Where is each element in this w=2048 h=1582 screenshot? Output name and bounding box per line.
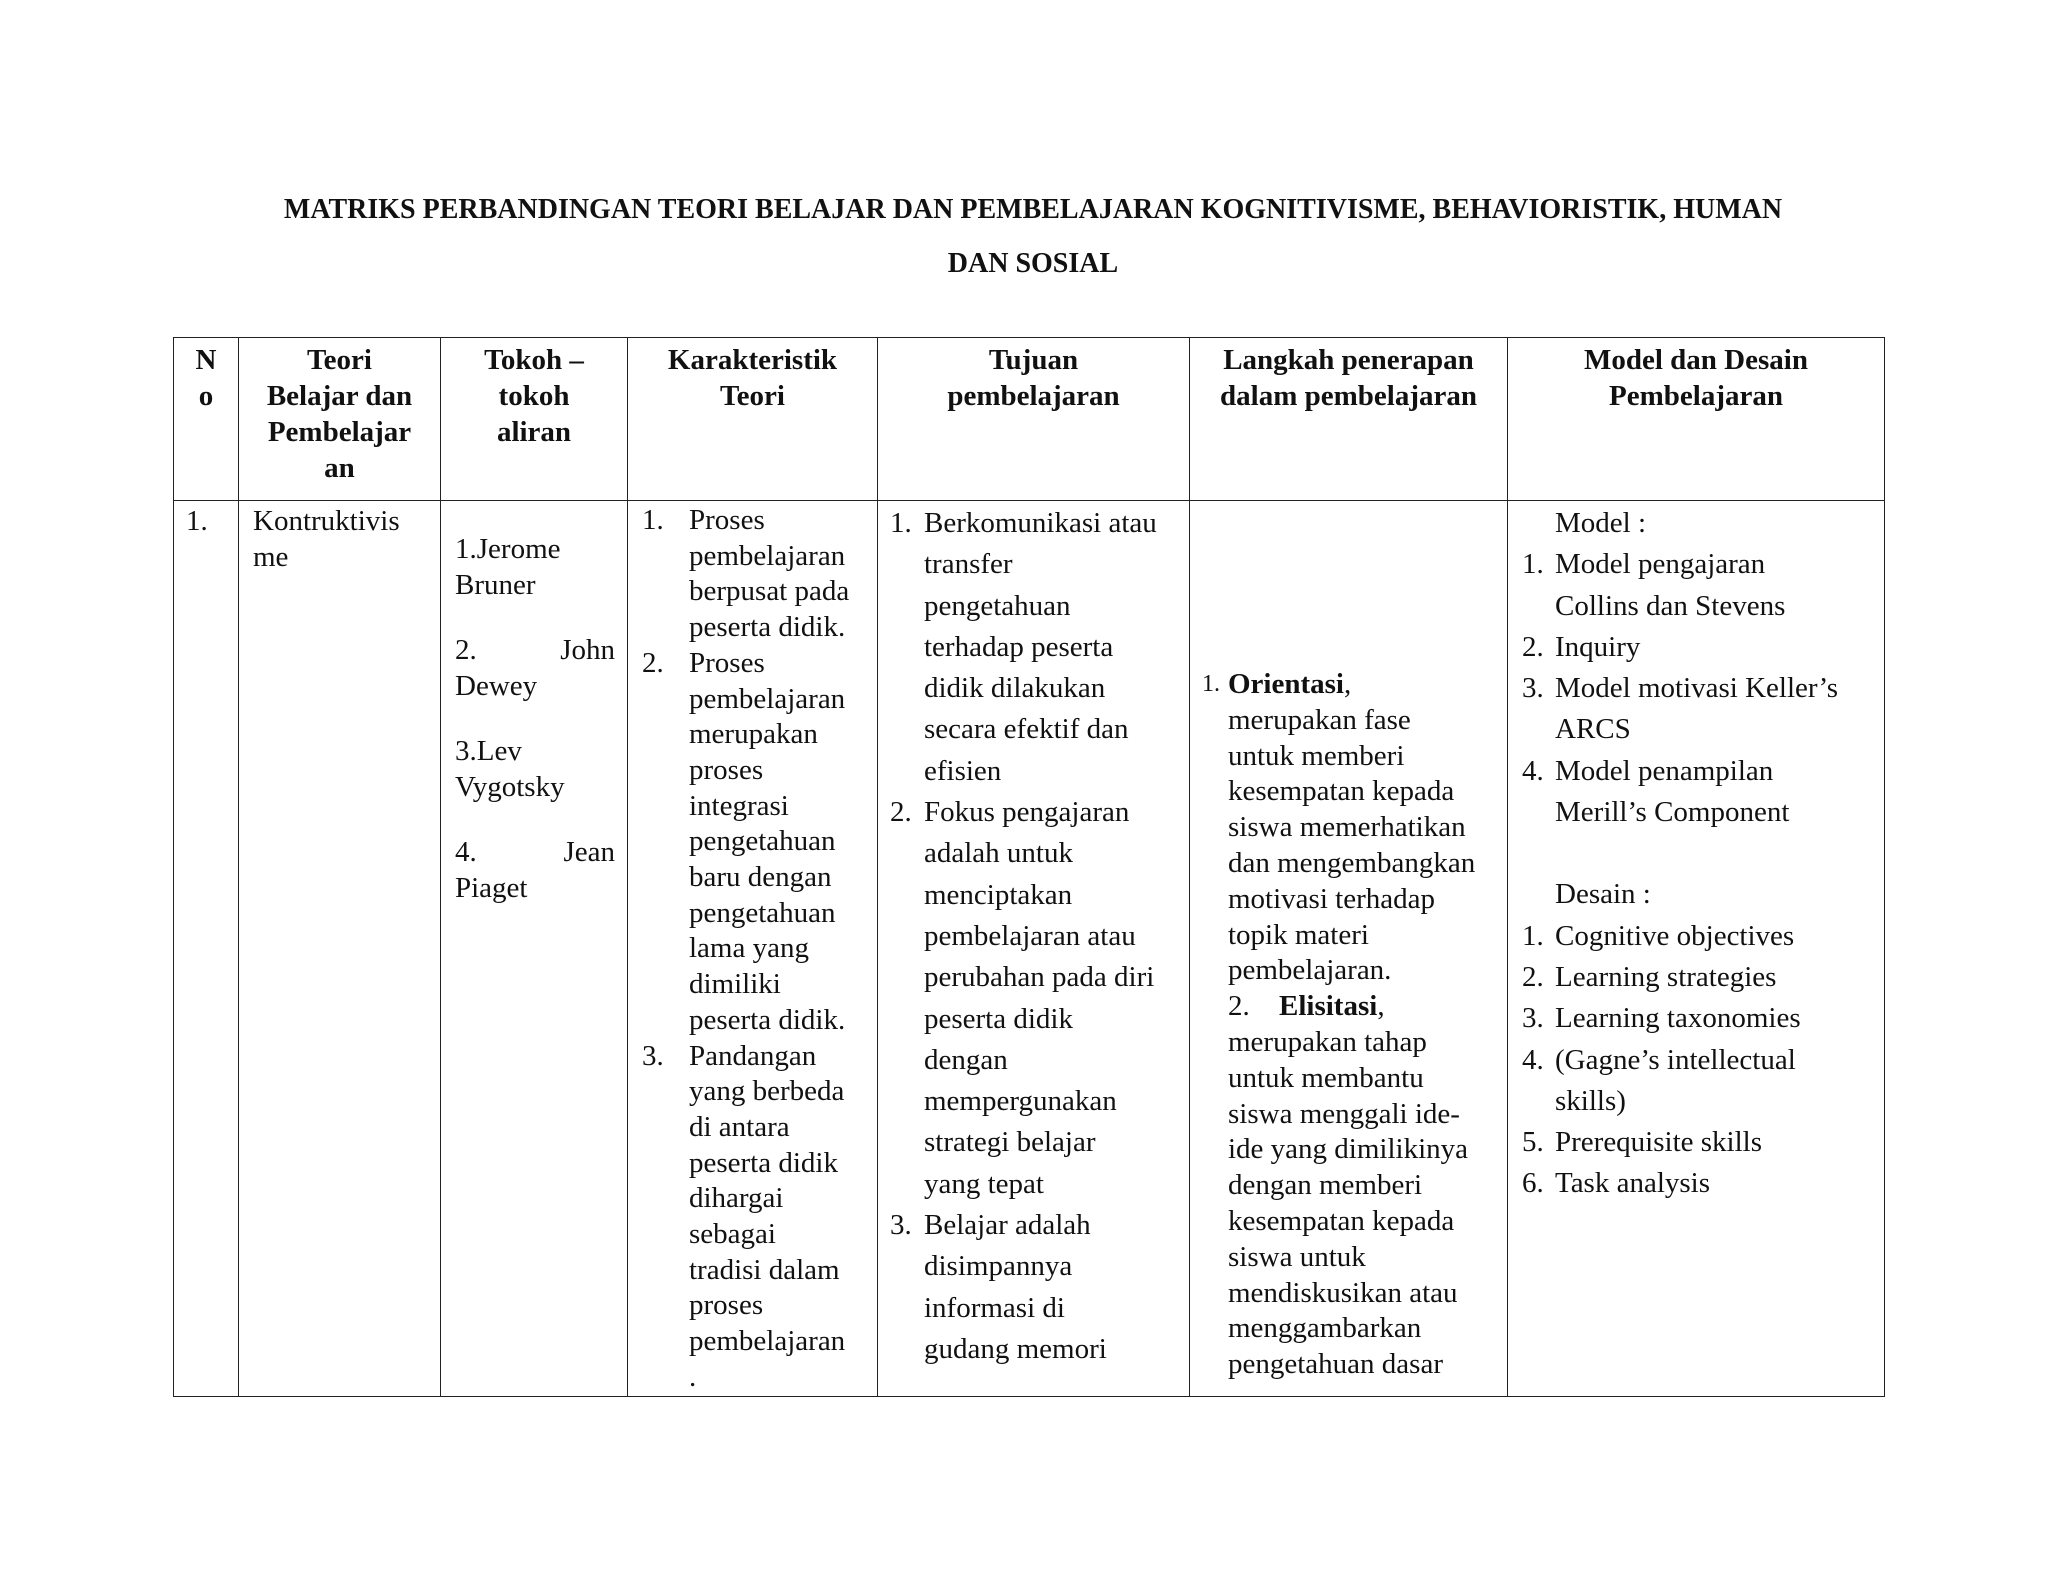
text-line: peserta didik — [924, 1002, 1073, 1035]
list-number: 3. — [890, 1209, 912, 1242]
text-line: tradisi dalam — [689, 1253, 840, 1286]
text-line: yang tepat — [924, 1167, 1044, 1200]
text-line: dengan — [924, 1043, 1008, 1076]
list-item — [642, 503, 869, 646]
text-line: untuk memberi — [1228, 739, 1405, 772]
cell-no — [174, 501, 239, 1397]
text-line: Proses — [689, 646, 765, 679]
text-line: Berkomunikasi atau — [924, 507, 1157, 539]
step-term: Orientasi — [1228, 668, 1344, 700]
text-line: Belajar adalah — [924, 1209, 1091, 1242]
text-line: ide yang dimilikinya — [1228, 1133, 1469, 1166]
tokoh-item — [455, 733, 615, 805]
step-description — [1202, 1025, 1499, 1383]
text-line: siswa memerhatikan — [1228, 811, 1466, 844]
text-line: Model pengajaran — [1555, 548, 1766, 581]
text-line: Inquiry — [1555, 630, 1641, 663]
text-line: siswa untuk — [1228, 1240, 1366, 1273]
list-item — [642, 646, 869, 1039]
header-tujuan-line: Tujuan — [988, 344, 1079, 376]
header-langkah — [1190, 338, 1508, 501]
text-line: lama yang — [689, 932, 809, 965]
tokoh-first-name: Jean — [563, 836, 615, 868]
list-number: 3. — [1522, 672, 1544, 705]
list-item — [890, 1205, 1181, 1370]
text-line: peserta didik — [689, 1146, 838, 1179]
list-text — [1555, 998, 1876, 1039]
spacer — [1522, 833, 1876, 874]
list-text — [1555, 1163, 1876, 1204]
text-line: skills) — [1555, 1084, 1626, 1117]
text-line: terhadap peserta — [924, 630, 1114, 663]
header-teori-line: an — [324, 452, 355, 484]
list-item — [1522, 957, 1876, 998]
list-text — [924, 792, 1181, 1205]
header-model-line: Model dan Desain — [1584, 344, 1808, 376]
tokoh-list — [441, 501, 627, 906]
list-text — [924, 503, 1181, 792]
tokoh-line: Vygotsky — [455, 771, 565, 803]
text-line: perubahan pada diri — [924, 961, 1155, 994]
list-number: 4. — [1522, 1043, 1544, 1076]
list-text — [1555, 957, 1876, 998]
step-comma: , — [1344, 668, 1352, 700]
text-line: yang berbeda — [689, 1075, 845, 1108]
table-row — [174, 501, 1885, 1397]
cell-tokoh — [441, 501, 628, 1397]
text-line: Prerequisite skills — [1555, 1126, 1763, 1159]
langkah-list — [1190, 501, 1507, 1383]
text-line: topik materi — [1228, 918, 1369, 951]
list-number: 2. — [1522, 960, 1544, 993]
tokoh-line: Piaget — [455, 872, 528, 904]
list-item — [1522, 627, 1876, 668]
step-term: Elisitasi — [1279, 990, 1378, 1023]
header-tokoh-line: aliran — [496, 416, 572, 448]
list-text — [689, 1039, 869, 1396]
text-line: didik dilakukan — [924, 672, 1106, 705]
tokoh-line — [455, 632, 615, 668]
list-text — [689, 503, 869, 646]
text-line: proses — [689, 753, 764, 786]
header-teori-line: Belajar dan — [266, 380, 413, 412]
cell-tujuan — [878, 501, 1190, 1397]
text-line: dimiliki — [689, 968, 781, 1001]
list-text — [1279, 989, 1499, 1025]
title-line-2: DAN SOSIAL — [947, 248, 1119, 279]
list-item — [1522, 916, 1876, 957]
list-number: 2. — [1228, 990, 1250, 1023]
text-line: pengetahuan — [689, 896, 836, 929]
list-number: 1. — [1522, 919, 1544, 952]
text-line: untuk membantu — [1228, 1061, 1424, 1094]
text-line: pembelajaran — [689, 1325, 846, 1358]
teori-line: Kontruktivis — [253, 505, 400, 537]
list-item — [1522, 751, 1876, 834]
cell-karakteristik — [628, 501, 878, 1397]
header-langkah-line: dalam pembelajaran — [1220, 380, 1477, 412]
list-item — [1522, 1040, 1876, 1123]
model-heading: Model : — [1555, 507, 1647, 539]
text-line: pembelajaran. — [1228, 954, 1392, 987]
tokoh-line: 3.Lev — [455, 735, 522, 767]
text-line: pembelajaran atau — [924, 919, 1136, 952]
list-item — [1522, 998, 1876, 1039]
header-karakteristik-line: Teori — [720, 380, 785, 412]
tokoh-line: Bruner — [455, 569, 536, 601]
list-number: 3. — [642, 1039, 664, 1072]
list-number: 1. — [1522, 548, 1544, 581]
header-no-line: o — [198, 380, 214, 412]
list-text — [1555, 627, 1876, 668]
list-text — [1228, 667, 1499, 703]
header-teori-line: Pembelajar — [267, 416, 412, 448]
text-line: integrasi — [689, 789, 789, 822]
tokoh-number: 4. — [455, 836, 477, 868]
list-text — [1555, 668, 1876, 751]
text-line: gudang memori — [924, 1332, 1107, 1365]
header-teori — [239, 338, 441, 501]
list-item — [642, 1039, 869, 1396]
step-description — [1202, 703, 1499, 989]
header-no-line: N — [195, 344, 217, 376]
text-line: berpusat pada — [689, 575, 850, 608]
text-line: menciptakan — [924, 878, 1073, 911]
text-line: mempergunakan — [924, 1085, 1117, 1118]
text-line: Model motivasi Keller’s — [1555, 672, 1838, 705]
list-text — [1555, 544, 1876, 627]
header-karakteristik — [628, 338, 878, 501]
list-number: 6. — [1522, 1167, 1544, 1200]
list-text — [689, 646, 869, 1039]
teori-line: me — [253, 541, 289, 573]
tokoh-first-name: John — [560, 634, 615, 666]
text-line: pembelajaran — [689, 539, 846, 572]
karakteristik-list — [628, 501, 877, 1396]
text-line: transfer — [924, 548, 1013, 581]
cell-langkah — [1190, 501, 1508, 1397]
text-line: secara efektif dan — [924, 713, 1129, 746]
header-model — [1508, 338, 1885, 501]
list-text — [924, 1205, 1181, 1370]
text-line: Collins dan Stevens — [1555, 589, 1786, 622]
text-line: proses — [689, 1289, 764, 1322]
tokoh-item — [455, 531, 615, 603]
text-line: Model penampilan — [1555, 754, 1774, 787]
text-line: pengetahuan — [689, 825, 836, 858]
tokoh-line: 1.Jerome — [455, 533, 561, 565]
tokoh-number: 2. — [455, 634, 477, 666]
header-langkah-line: Langkah penerapan — [1223, 344, 1474, 376]
title-line-1: MATRIKS PERBANDINGAN TEORI BELAJAR DAN PEMBELAJARAN KOGNITIVISME, BEHAVIORISTIK, HUMAN — [283, 194, 1783, 225]
text-line: di antara — [689, 1110, 790, 1143]
list-item — [1522, 1163, 1876, 1204]
tokoh-item — [455, 834, 615, 906]
text-line: merupakan tahap — [1228, 1025, 1427, 1058]
table-header-row — [174, 338, 1885, 501]
text-line: dengan memberi — [1228, 1169, 1423, 1202]
text-line: Cognitive objectives — [1555, 919, 1795, 952]
list-item — [1522, 544, 1876, 627]
list-item — [1522, 668, 1876, 751]
document-title — [120, 183, 1946, 291]
list-item — [1522, 1122, 1876, 1163]
list-text — [1555, 1122, 1876, 1163]
text-line: ARCS — [1555, 713, 1631, 746]
tokoh-line — [455, 834, 615, 870]
text-line: Fokus pengajaran — [924, 796, 1130, 829]
text-line: kesempatan kepada — [1228, 1204, 1455, 1237]
text-line: disimpannya — [924, 1250, 1073, 1283]
text-line: kesempatan kepada — [1228, 775, 1455, 808]
list-number: 2. — [1522, 630, 1544, 663]
text-line: strategi belajar — [924, 1126, 1096, 1159]
text-line: dan mengembangkan — [1228, 846, 1476, 879]
list-number: 5. — [1522, 1126, 1544, 1159]
text-line: pengetahuan dasar — [1228, 1348, 1443, 1381]
list-number: 1. — [890, 507, 912, 539]
header-teori-line: Teori — [307, 344, 372, 376]
list-number: 1. — [642, 504, 664, 536]
text-line: efisien — [924, 754, 1002, 787]
text-line: Merill’s Component — [1555, 796, 1790, 829]
list-text — [1555, 751, 1876, 834]
header-karakteristik-line: Karakteristik — [667, 344, 838, 376]
list-number: 3. — [1522, 1002, 1544, 1035]
text-line: dihargai — [689, 1182, 784, 1215]
text-line: adalah untuk — [924, 837, 1073, 870]
header-tujuan — [878, 338, 1190, 501]
text-line: Task analysis — [1555, 1167, 1711, 1200]
list-item — [1202, 667, 1499, 703]
list-number: 2. — [890, 796, 912, 829]
text-line: peserta didik. — [689, 611, 846, 644]
cell-model — [1508, 501, 1885, 1397]
list-item — [1202, 989, 1499, 1025]
text-line: merupakan — [689, 718, 818, 751]
text-line: peserta didik. — [689, 1003, 846, 1036]
text-line: merupakan fase — [1228, 703, 1411, 736]
text-line: mendiskusikan atau — [1228, 1276, 1458, 1309]
tujuan-list — [878, 501, 1189, 1370]
list-item — [890, 792, 1181, 1205]
text-line: . — [689, 1360, 697, 1393]
list-number: 4. — [1522, 754, 1544, 787]
text-line: motivasi terhadap — [1228, 882, 1435, 915]
comparison-matrix-table — [173, 337, 1885, 1397]
text-line: Learning taxonomies — [1555, 1002, 1801, 1035]
text-line: siswa menggali ide- — [1228, 1097, 1460, 1130]
list-item — [890, 503, 1181, 792]
tokoh-item — [455, 632, 615, 704]
header-no — [174, 338, 239, 501]
text-line: menggambarkan — [1228, 1312, 1422, 1345]
text-line: baru dengan — [689, 861, 832, 894]
text-line: Proses — [689, 504, 765, 536]
text-line: informasi di — [924, 1291, 1065, 1324]
header-tokoh — [441, 338, 628, 501]
list-text — [1555, 1040, 1876, 1123]
text-line: pengetahuan — [924, 589, 1071, 622]
list-number: 2. — [642, 646, 664, 679]
model-desain-list — [1508, 501, 1884, 1205]
row-number: 1. — [186, 505, 208, 537]
step-comma: , — [1377, 990, 1385, 1023]
tokoh-line: Dewey — [455, 670, 538, 702]
list-text — [1555, 916, 1876, 957]
header-tokoh-line: tokoh — [498, 380, 570, 412]
desain-heading: Desain : — [1555, 878, 1651, 911]
text-line: Pandangan — [689, 1039, 817, 1072]
text-line: pembelajaran — [689, 682, 846, 715]
text-line: Learning strategies — [1555, 960, 1777, 993]
list-number: 1. — [1202, 671, 1220, 697]
text-line: (Gagne’s intellectual — [1555, 1043, 1796, 1076]
header-tujuan-line: pembelajaran — [947, 380, 1120, 412]
text-line: sebagai — [689, 1218, 776, 1251]
header-model-line: Pembelajaran — [1609, 380, 1783, 412]
header-tokoh-line: Tokoh – — [484, 344, 584, 376]
cell-teori — [239, 501, 441, 1397]
